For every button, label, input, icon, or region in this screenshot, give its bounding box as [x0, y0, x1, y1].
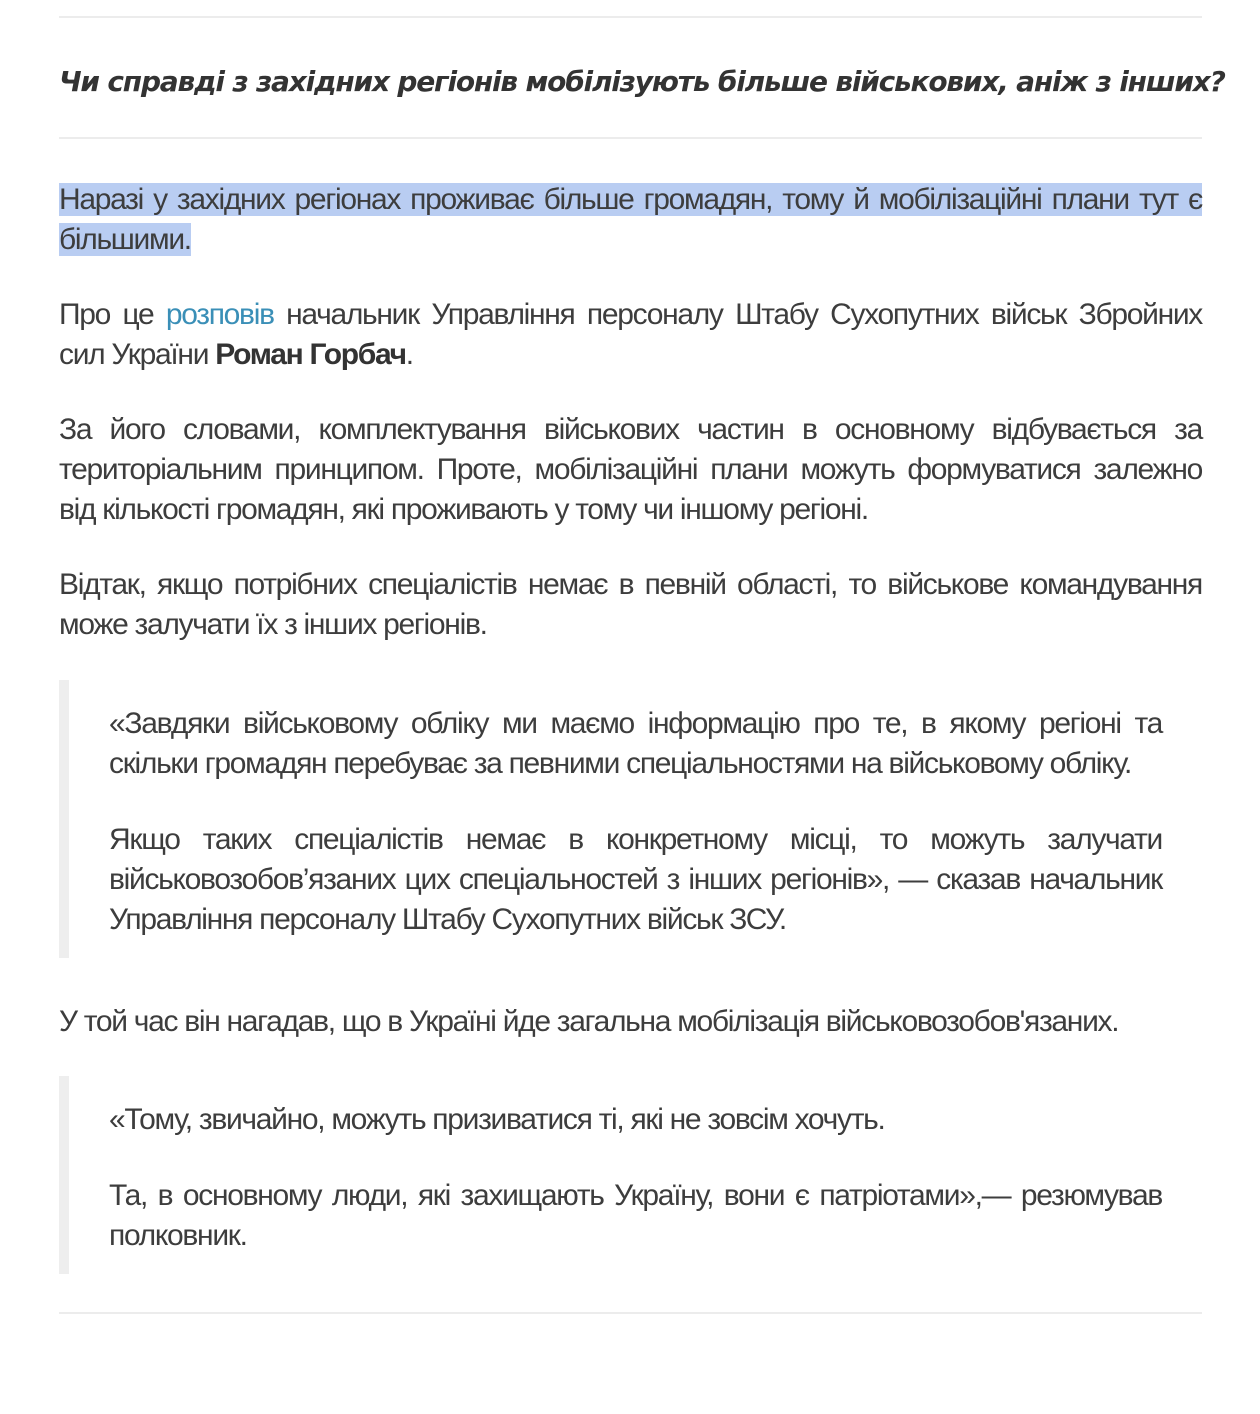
- blockquote-patriots: [59, 1076, 1202, 1274]
- paragraph-source: [59, 295, 1202, 375]
- paragraph-principle: За його словами, комплектування військових частин в основному відбувається за територіальним принципом. Проте, мобілізаційні плани можуть формуватися залежно від кількості громадян, які проживають у тому чи іншому регіоні.: [59, 413, 1202, 526]
- lead-paragraph[interactable]: [59, 180, 1202, 260]
- blockquote-registration: [59, 680, 1202, 958]
- quote-paragraph: Якщо таких спеціалістів немає в конкретному місці, то можуть залучати військовозобов’язаних цих спеціальностей з інших регіонів», — сказав начальник Управління персоналу Штабу Сухопутних військ ЗСУ.: [109, 823, 1162, 936]
- section-heading: Чи справді з західних регіонів мобілізують більше військових, аніж з інших?: [59, 65, 1225, 98]
- quote-paragraph: «Завдяки військовому обліку ми маємо інформацію про те, в якому регіоні та скільки громадян перебуває за певними спеціальностями на військовому обліку.: [109, 707, 1162, 780]
- source-link[interactable]: розповів: [165, 298, 274, 331]
- paragraph-text: Про це: [59, 298, 166, 331]
- selected-text[interactable]: Наразі у західних регіонах проживає більше громадян, тому й мобілізаційні плани тут є більшими.: [59, 183, 1202, 256]
- quote-paragraph: Та, в основному люди, які захищають Україну, вони є патріотами»,— резюмував полковник.: [109, 1179, 1162, 1252]
- paragraph-mobilization: У той час він нагадав, що в Україні йде загальна мобілізація військовозобов'язаних.: [59, 1005, 1119, 1038]
- person-name: Роман Горбач: [215, 338, 406, 371]
- quote-paragraph: «Тому, звичайно, можуть призиватися ті, які не зовсім хочуть.: [109, 1103, 885, 1136]
- article: [59, 0, 1225, 1314]
- paragraph-specialists: Відтак, якщо потрібних спеціалістів немає в певній області, то військове командування може залучати їх з інших регіонів.: [59, 568, 1202, 641]
- paragraph-text: начальник Управління персоналу Штабу Сухопутних військ Збройних сил України: [59, 298, 1202, 371]
- heading-divider: [59, 137, 1202, 139]
- paragraph-text: .: [405, 338, 413, 371]
- bottom-divider: [59, 1312, 1202, 1314]
